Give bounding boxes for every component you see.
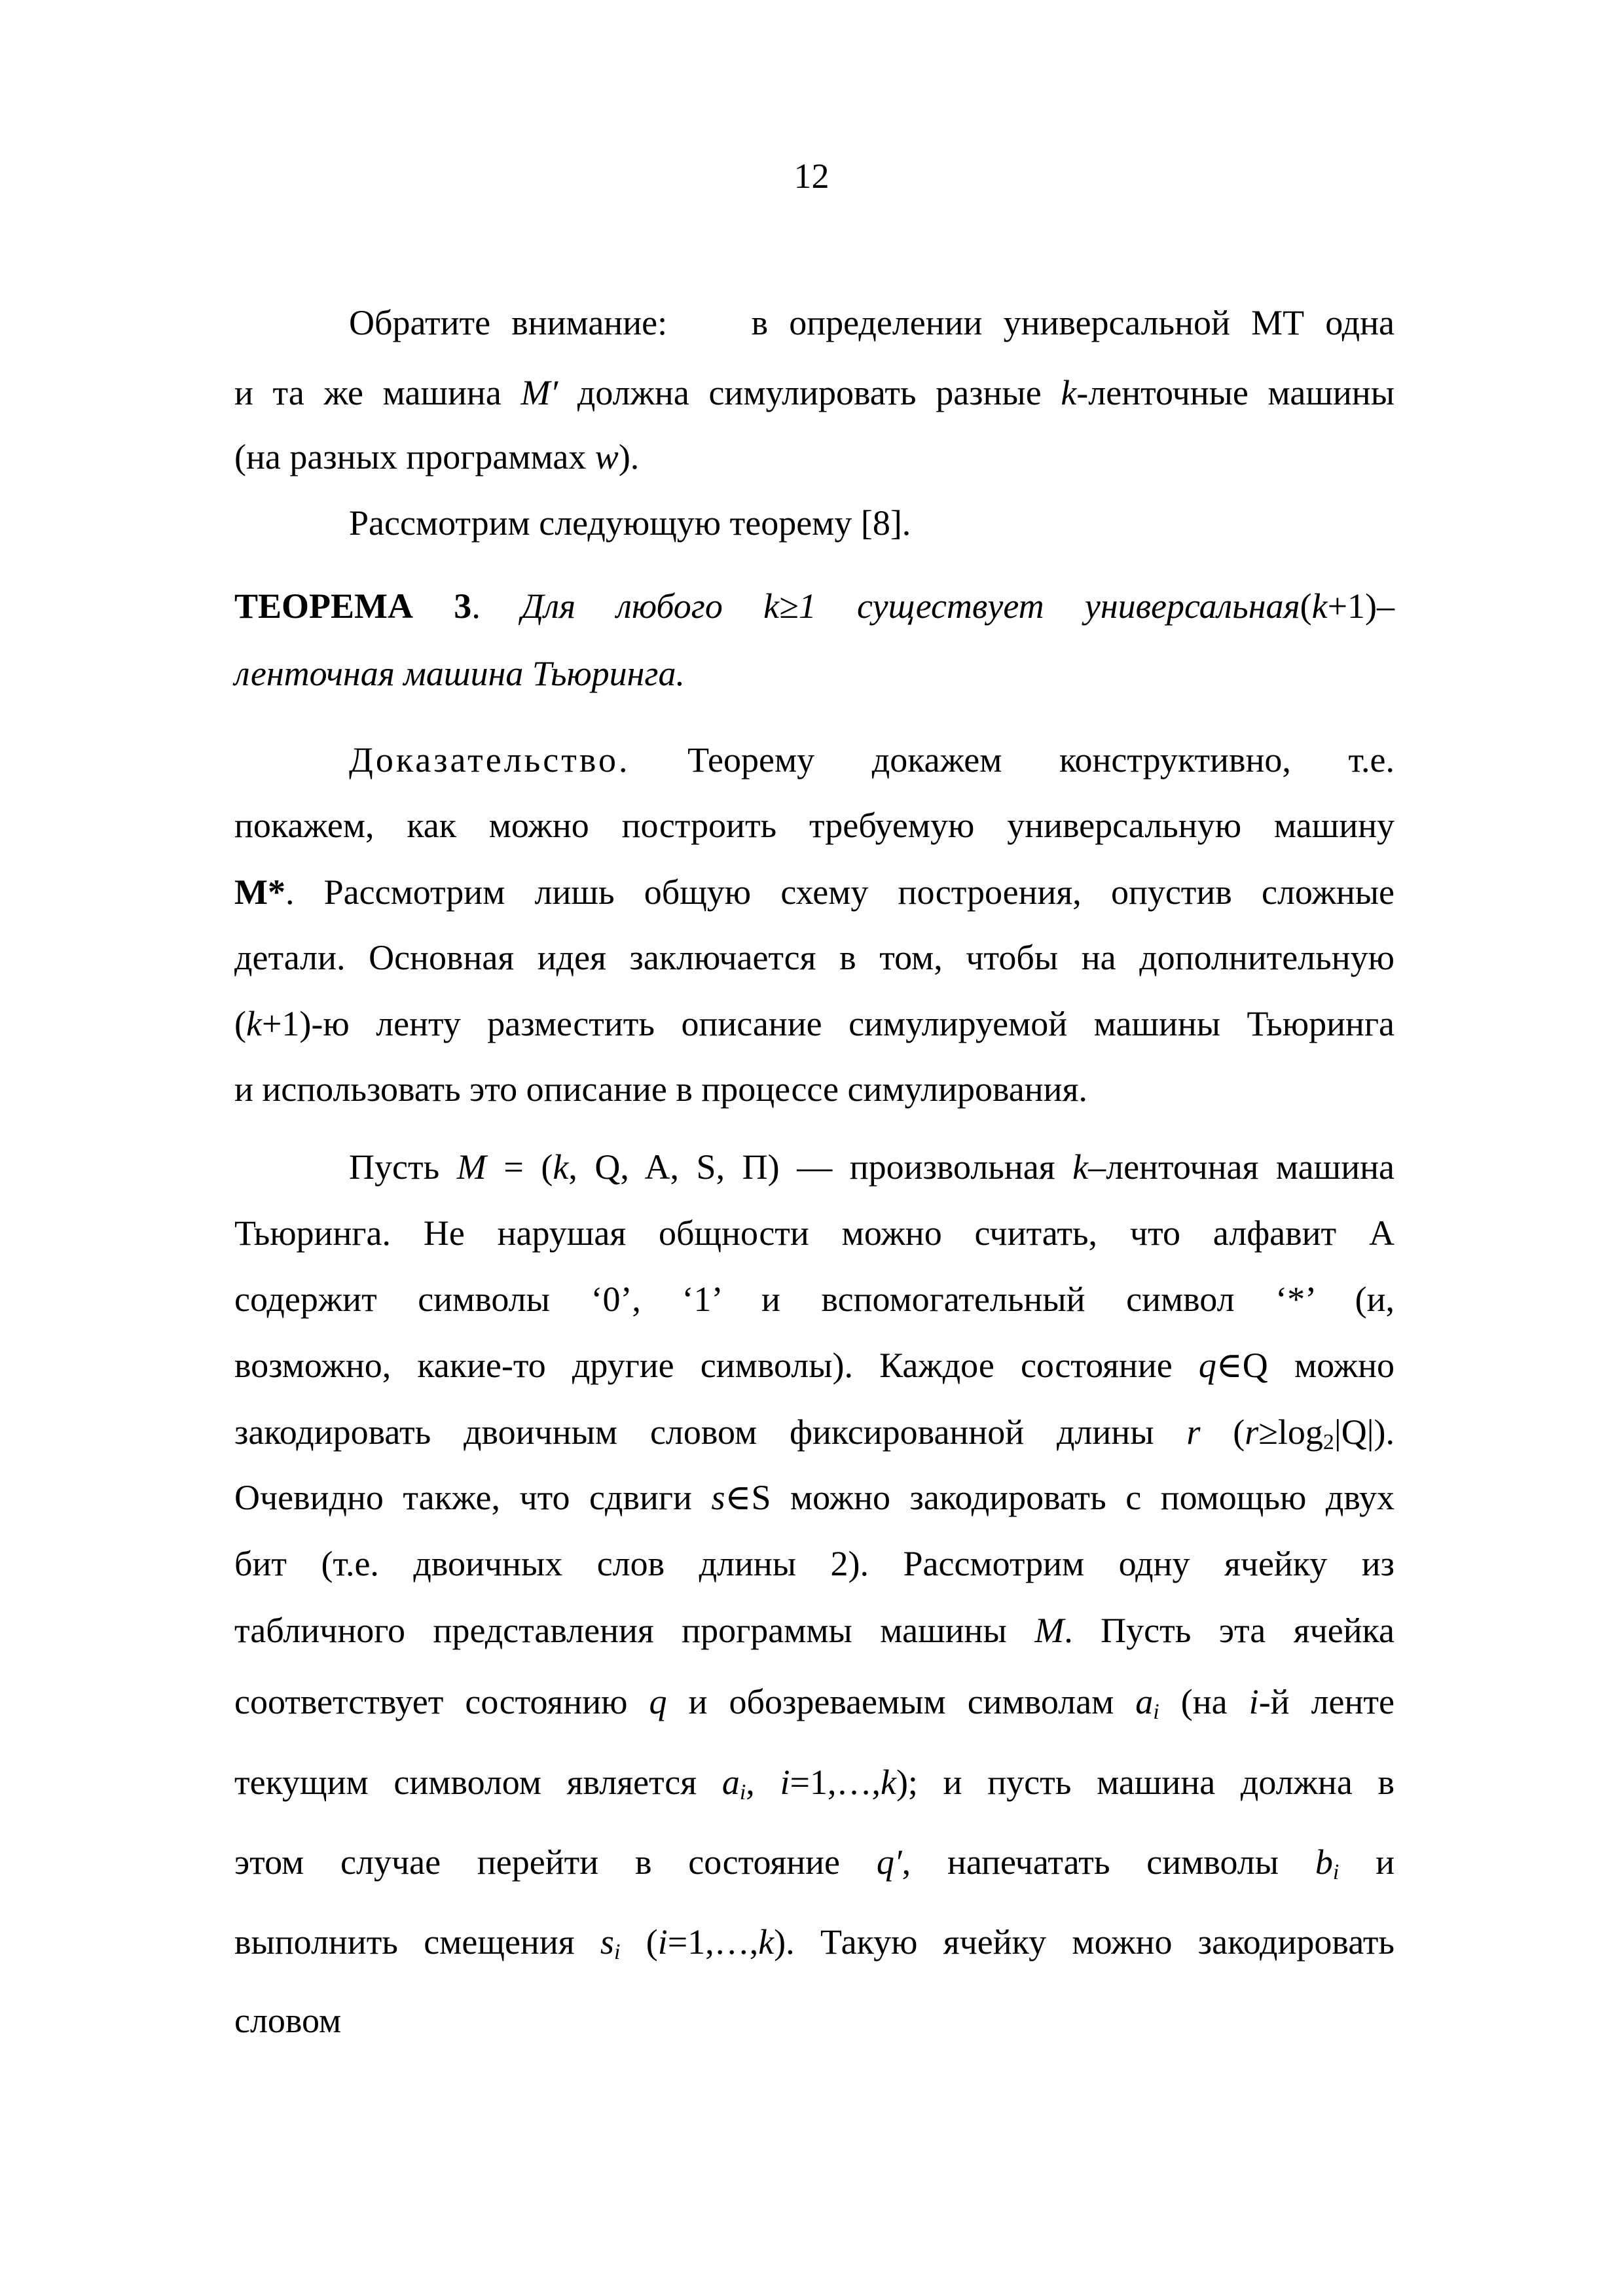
text: i — [1153, 1700, 1159, 1724]
theorem-text: ленточная машина Тьюринга. — [234, 654, 685, 693]
paragraph-line — [349, 301, 1395, 344]
text: ( — [1300, 586, 1312, 626]
theorem-line — [234, 652, 1395, 695]
text: M′ — [520, 373, 558, 412]
theorem-label: ТЕОРЕМА 3 — [234, 586, 472, 626]
text: ( — [234, 1004, 246, 1043]
paragraph-line — [234, 1344, 1395, 1387]
paragraph-line — [234, 1840, 1395, 1884]
text: закодировать двоичным словом фиксированной длины — [234, 1412, 1187, 1452]
text: этом случае перейти в состояние — [234, 1842, 877, 1882]
proof-line — [234, 936, 1395, 979]
text: b — [1315, 1842, 1333, 1882]
paragraph-line — [234, 1609, 1395, 1652]
text: Теорему докажем конструктивно, т.е. — [687, 740, 1395, 780]
text: s — [711, 1478, 725, 1517]
paragraph-line — [234, 1476, 1395, 1519]
text: ≥log — [1258, 1412, 1323, 1452]
text: -ленточные машины — [1076, 373, 1395, 412]
text: , напечатать символы — [902, 1842, 1315, 1882]
paragraph-line — [234, 1999, 1395, 2042]
text: ( — [1200, 1412, 1245, 1452]
text: q′ — [876, 1842, 902, 1882]
text: k — [1072, 1147, 1089, 1187]
text: детали. Основная идея заключается в том, чтобы на дополнительную — [234, 938, 1395, 977]
proof-line — [234, 804, 1395, 847]
text: (на — [1159, 1682, 1249, 1721]
paragraph-line — [234, 371, 1395, 414]
text: ∈Q можно — [1216, 1346, 1395, 1385]
text: +1)– — [1327, 586, 1395, 626]
text: k — [553, 1147, 569, 1187]
text: k — [246, 1004, 262, 1043]
text: покажем, как можно построить требуемую универсальную машину — [234, 806, 1395, 845]
paragraph-line — [234, 1920, 1395, 1964]
text: . Рассмотрим лишь общую схему построения, опустив сложные — [285, 872, 1395, 912]
text: (на разных программах — [234, 437, 595, 476]
text: =1,…, — [790, 1763, 881, 1802]
text: i — [739, 1780, 746, 1804]
text: и та же машина — [234, 373, 521, 412]
text: ); и пусть машина должна в — [896, 1763, 1395, 1802]
text: i — [613, 1940, 621, 1964]
text: i — [657, 1922, 668, 1962]
text: = ( — [486, 1147, 553, 1187]
paragraph-line — [234, 1680, 1395, 1723]
theorem-text: Для любого k≥1 существует универсальная — [521, 586, 1300, 626]
text: k — [1061, 373, 1077, 412]
text: r — [1245, 1412, 1259, 1452]
text: выполнить смещения — [234, 1922, 600, 1962]
text: должна симулировать разные — [558, 373, 1061, 412]
text: M — [456, 1147, 486, 1187]
text: . Пусть эта ячейка — [1064, 1611, 1395, 1650]
paragraph-line — [349, 501, 1395, 545]
text: Очевидно также, что сдвиги — [234, 1478, 712, 1517]
text: =1,…, — [667, 1922, 759, 1962]
text: , Q, A, S, П) — произвольная — [568, 1147, 1073, 1187]
text: q — [1198, 1346, 1216, 1385]
text: М* — [234, 872, 285, 912]
paragraph-line — [234, 1761, 1395, 1804]
text: ∈S можно закодировать с помощью двух — [725, 1478, 1395, 1517]
text: , — [746, 1763, 780, 1802]
text: ). — [618, 437, 640, 476]
proof-line — [349, 738, 1395, 781]
paragraph-line — [234, 1278, 1395, 1321]
text: k — [758, 1922, 775, 1962]
text: соответствует состоянию — [234, 1682, 649, 1721]
text: i — [1249, 1682, 1259, 1721]
proof-label: Доказательство. — [349, 740, 630, 780]
text: содержит символы ‘0’, ‘1’ и вспомогательный символ ‘*’ (и, — [234, 1280, 1395, 1319]
text: s — [600, 1922, 614, 1962]
text: возможно, какие-то другие символы). Каждое состояние — [234, 1346, 1199, 1385]
proof-line — [234, 1067, 1395, 1111]
text: i — [780, 1763, 790, 1802]
paragraph-line — [234, 435, 1395, 478]
page-number: 12 — [793, 156, 830, 196]
text: k — [880, 1763, 896, 1802]
text: Тьюринга. Не нарушая общности можно считать, что алфавит А — [234, 1213, 1395, 1253]
text: Пусть — [349, 1147, 457, 1187]
proof-line — [234, 1002, 1395, 1045]
text: Рассмотрим следующую теорему [8]. — [349, 503, 911, 543]
text: табличного представления программы машины — [234, 1611, 1035, 1650]
text: +1)-ю ленту разместить описание симулируемой машины Тьюринга — [261, 1004, 1395, 1043]
text: 2 — [1322, 1430, 1334, 1454]
text: -й ленте — [1258, 1682, 1395, 1721]
text: ). Такую ячейку можно закодировать — [774, 1922, 1395, 1962]
text: текущим символом является — [234, 1763, 722, 1802]
paragraph-line — [234, 1542, 1395, 1585]
text: w — [594, 437, 619, 476]
paragraph-line — [234, 1410, 1395, 1454]
text: ( — [620, 1922, 658, 1962]
text: k — [1311, 586, 1328, 626]
proof-line — [234, 870, 1395, 914]
text: a — [721, 1763, 740, 1802]
text: i — [1332, 1860, 1340, 1884]
text: a — [1135, 1682, 1154, 1721]
theorem-line — [234, 584, 1395, 628]
text: M — [1034, 1611, 1065, 1650]
text: Обратите внимание: в определении универсальной МТ одна — [349, 303, 1395, 342]
paragraph-line — [234, 1211, 1395, 1255]
text: –ленточная машина — [1088, 1147, 1395, 1187]
text: |Q|). — [1334, 1412, 1395, 1452]
text: и использовать это описание в процессе симулирования. — [234, 1069, 1087, 1109]
text: q — [649, 1682, 667, 1721]
text — [1300, 586, 1395, 626]
text: . — [471, 586, 522, 626]
text: бит (т.е. двоичных слов длины 2). Рассмотрим одну ячейку из — [234, 1544, 1395, 1583]
text: r — [1186, 1412, 1201, 1452]
text: и — [1339, 1842, 1395, 1882]
text: словом — [234, 2001, 342, 2040]
paragraph-line — [349, 1145, 1395, 1189]
text: и обозреваемым символам — [666, 1682, 1136, 1721]
